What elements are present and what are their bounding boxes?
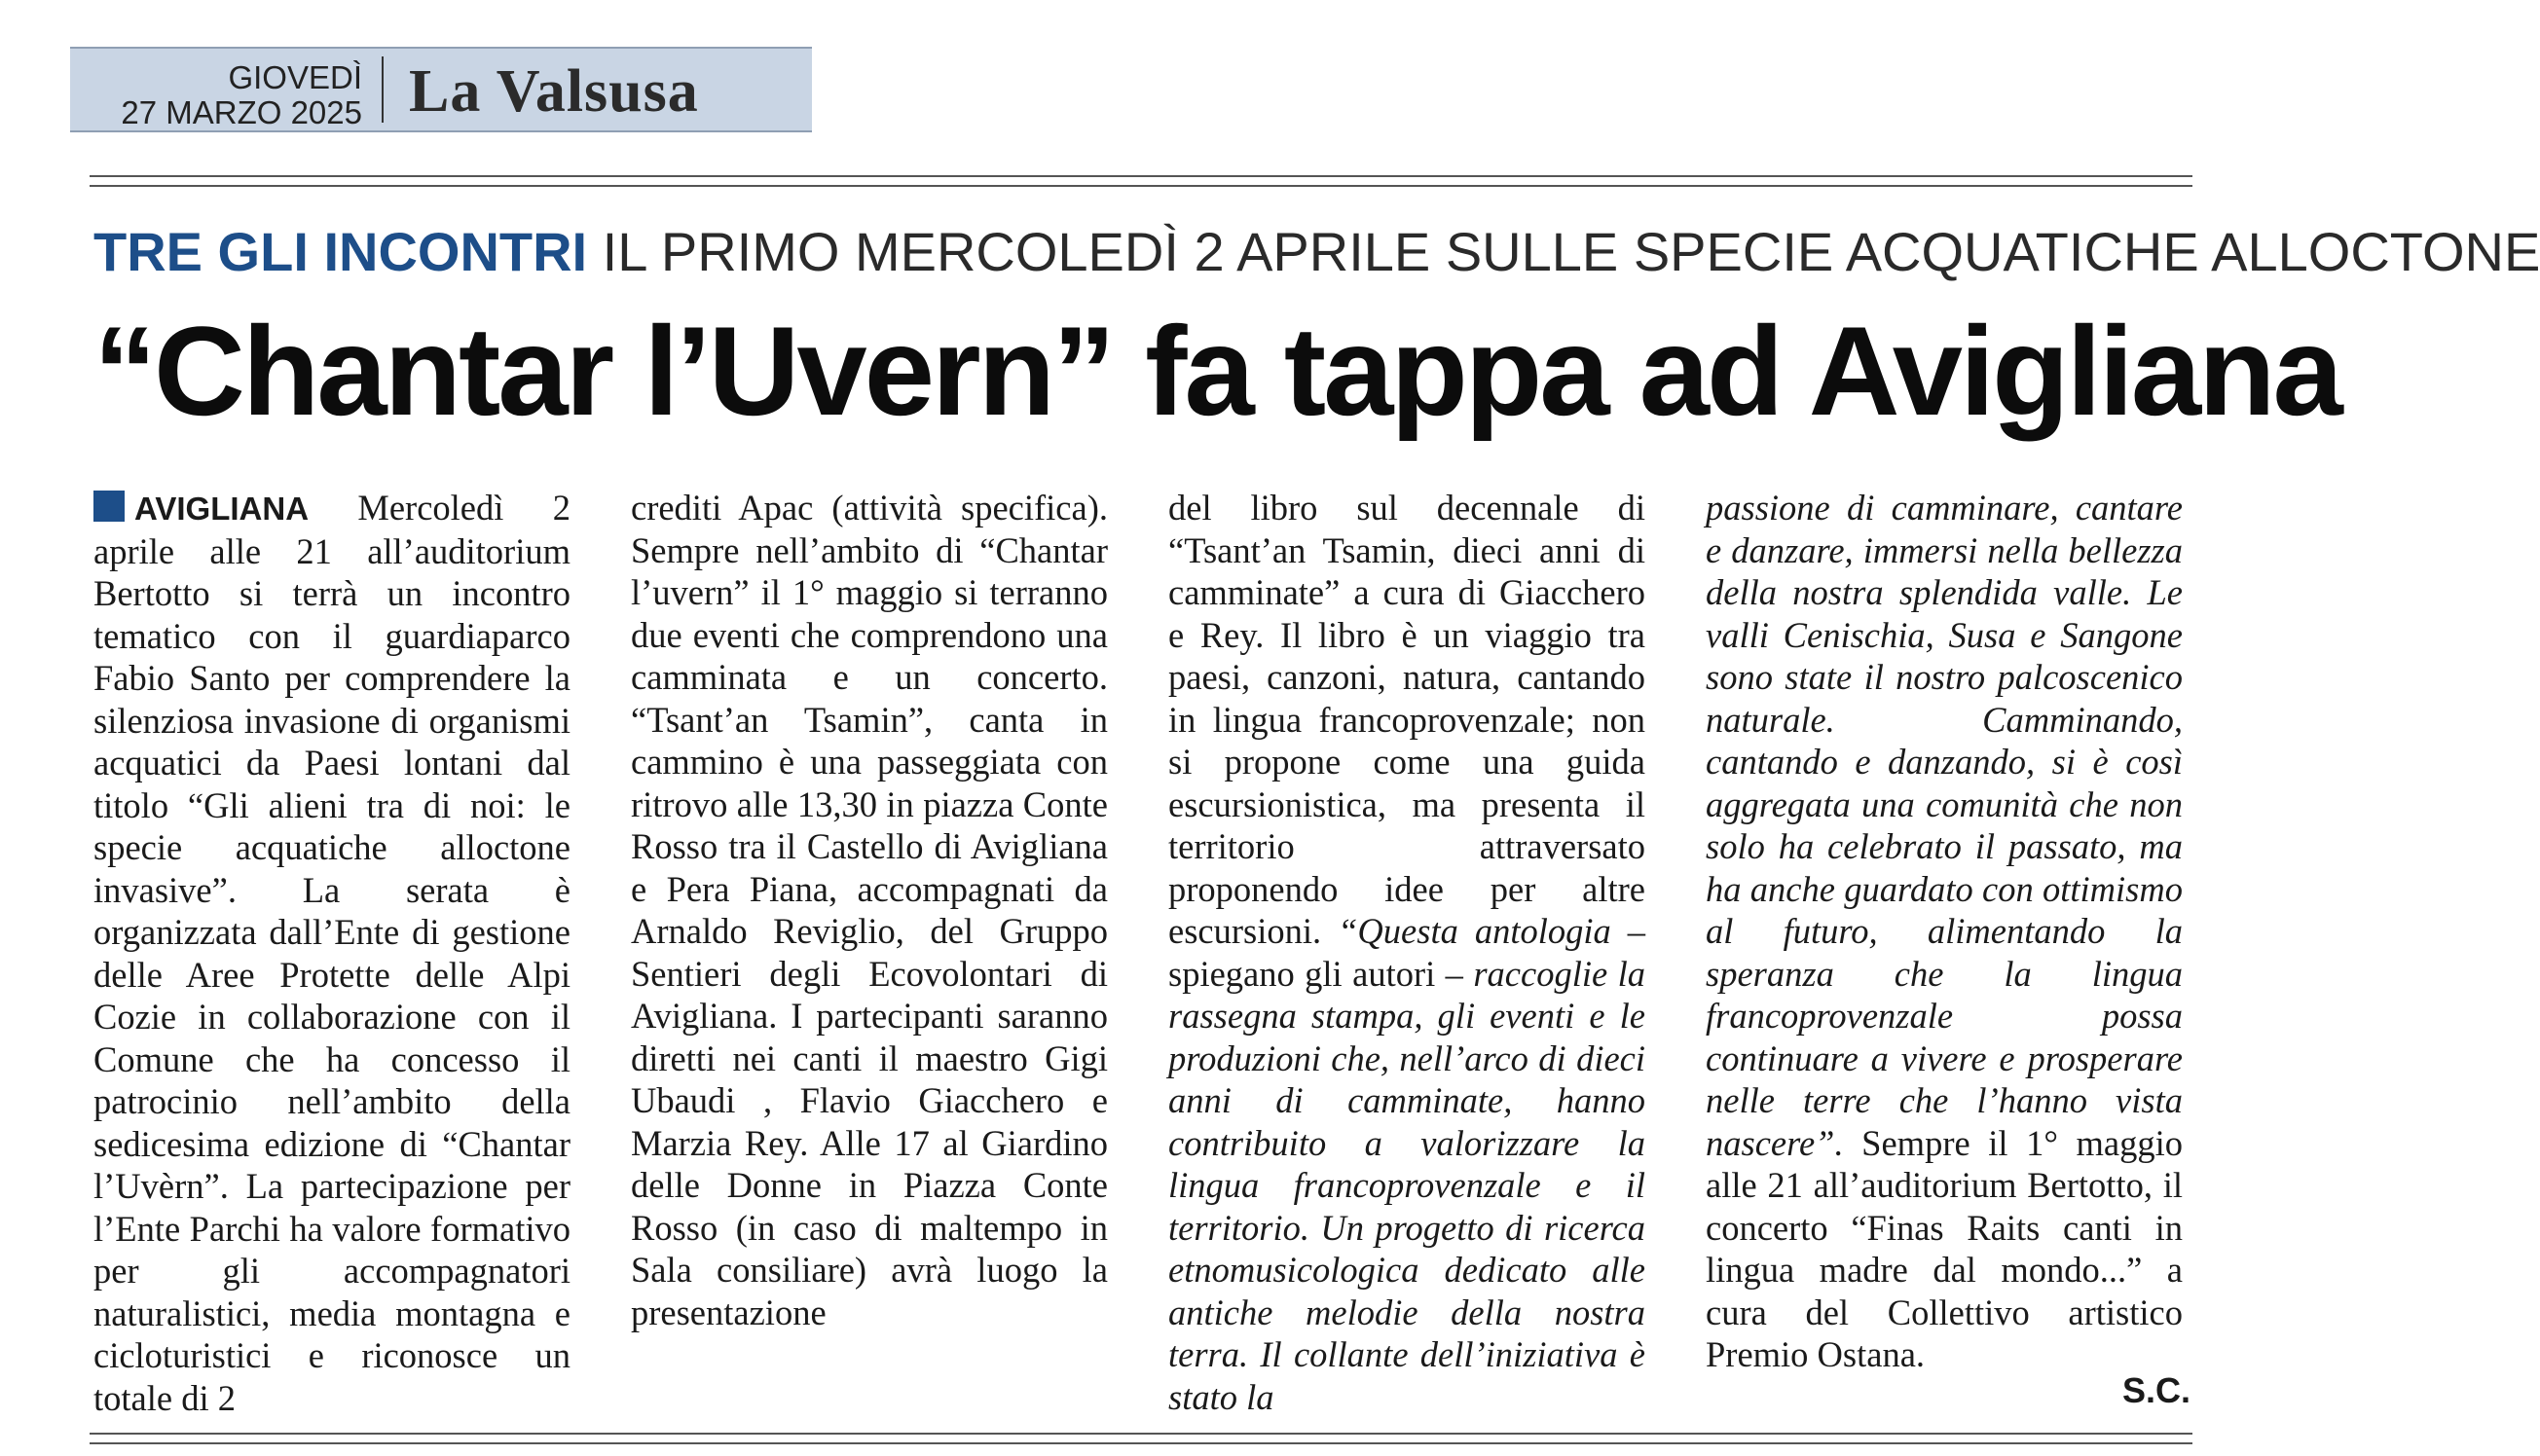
headline: “Chantar l’Uvern” fa tappa ad Avigliana xyxy=(93,300,2340,442)
top-rule-2 xyxy=(90,185,2192,187)
article-column-4 xyxy=(1706,487,2183,1376)
dateline: AVIGLIANA xyxy=(134,491,310,527)
kicker-highlight: TRE GLI INCONTRI xyxy=(93,221,588,282)
column-2-text: crediti Apac (attività specifica). Sempre nell’ambito di “Chantar l’uvern” il 1° maggio si terranno due eventi che comprendono una camminata e un concerto. “Tsant’an Tsamin”, canta in cammino è una passeggiata con ritrovo alle 13,30 in piazza Conte Rosso tra il Castello di Avigliana e Pera Piana, accompagnati da Arnaldo Reviglio, del Gruppo Sentieri degli Ecovolontari di Avigliana. I partecipanti saranno diretti nei canti il maestro Gigi Ubaudi , Flavio Giacchero e Marzia Rey. Alle 17 al Giardino delle Donne in Piazza Conte Rosso (in caso di maltempo in Sala consiliare) avrà luogo la presentazione xyxy=(631,488,1108,1332)
newspaper-logo: La Valsusa xyxy=(409,58,699,125)
quote-start: “Questa antologia xyxy=(1338,911,1611,951)
column-3-text: del libro sul decennale di “Tsant’an Tsamin, dieci anni di camminate” a cura di Giacchero e Rey. Il libro è un viaggio tra paesi, canzoni, natura, cantando in lingua francoprovenzale; non si propone come una guida escursionistica, ma presenta il territorio attraversato proponendo idee per altre escursioni. xyxy=(1168,488,1645,951)
quote-attribution: – spiegano gli autori – xyxy=(1168,911,1645,994)
article-column-2 xyxy=(631,487,1108,1333)
bottom-rule xyxy=(90,1433,2192,1435)
column-4-text: Sempre il 1° maggio alle 21 all’auditorium Bertotto, il concerto “Finas Raits canti in lingua madre dal mondo...” a cura del Collettivo artistico Premio Ostana. xyxy=(1706,1122,2184,1374)
quote-body: raccoglie la rassegna stampa, gli eventi e le produzioni che, nell’arco di dieci anni di camminate, hanno contribuito a valorizzare la lingua francoprovenzale e il territorio. Un progetto di ricerca etnomusicologica dedicato alle antiche melodie della nostra terra. Il collante dell’iniziativa è stato la xyxy=(1168,953,1645,1417)
masthead-divider xyxy=(382,56,384,123)
byline: S.C. xyxy=(2121,1370,2190,1410)
kicker-subtitle: IL PRIMO MERCOLEDÌ 2 APRILE SULLE SPECIE ACQUATICHE ALLOCTONE xyxy=(602,221,2540,282)
column-1-text: Mercoledì 2 aprile alle 21 all’auditorium Bertotto si terrà un incontro tematico con il guardiaparco Fabio Santo per comprendere la silenziosa invasione di organismi acquatici da Paesi lontani dal titolo “Gli alieni tra di noi: le specie acquatiche alloctone invasive”. La serata è organizzata dall’Ente di gestione delle Aree Protette delle Alpi Cozie in collaborazione con il Comune che ha concesso il patrocinio nell’ambito della sedicesima edizione di “Chantar l’Uvèrn”. La partecipazione per l’Ente Parchi ha valore formativo per gli accompagnatori naturalistici, media montagna e cicloturistici e riconosce un totale di 2 xyxy=(93,488,571,1418)
dateline-square-icon xyxy=(93,491,125,522)
masthead xyxy=(70,47,812,132)
article-column-3 xyxy=(1168,487,1645,1418)
issue-date xyxy=(70,60,362,130)
top-rule xyxy=(90,175,2192,177)
kicker xyxy=(93,220,2540,284)
issue-day: GIOVEDÌ xyxy=(228,59,362,95)
bottom-rule-2 xyxy=(90,1442,2192,1444)
quote-continuation: passione di camminare, cantare e danzare, immersi nella bellezza della nostra splendida valle. Le valli Cenischia, Susa e Sangone sono state il nostro palcoscenico naturale. Camminando, cantando e danzando, si è così aggregata una comunità che non solo ha celebrato il passato, ma ha anche guardato con ottimismo al futuro, alimentando la speranza che la lingua francoprovenzale possa continuare a vivere e prosperare nelle terre che l’hanno vista nascere”. xyxy=(1706,488,2183,1163)
issue-full-date: 27 MARZO 2025 xyxy=(121,94,362,130)
article-column-1 xyxy=(93,487,571,1419)
